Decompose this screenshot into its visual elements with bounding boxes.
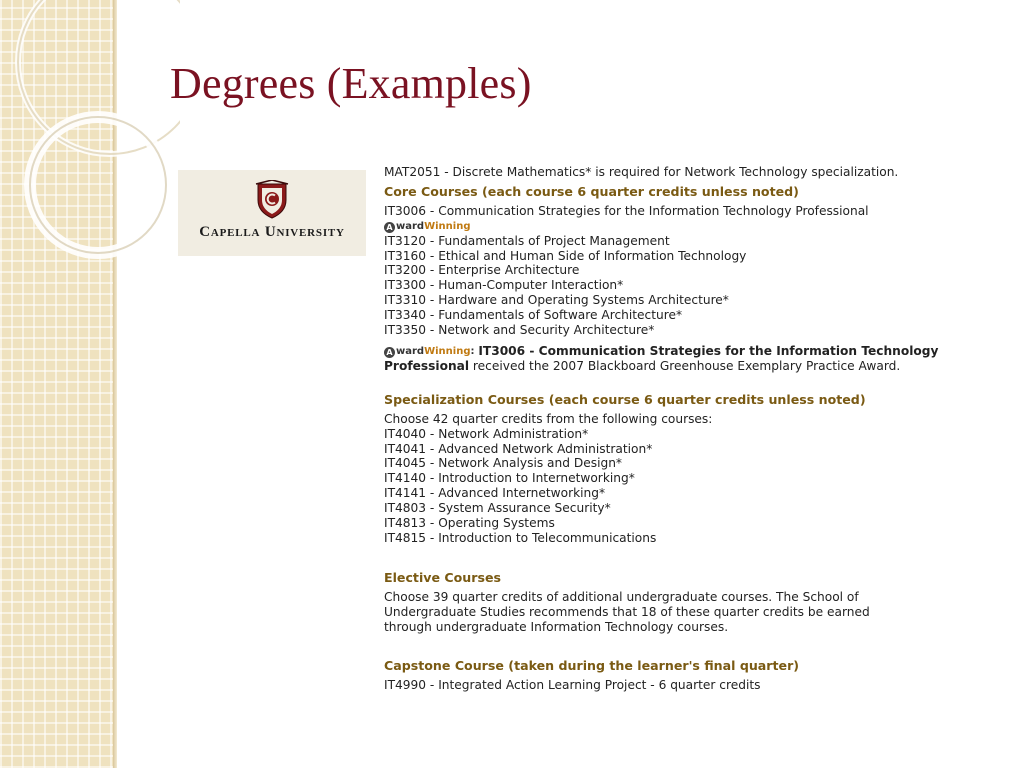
elective-text: Choose 39 quarter credits of additional undergraduate courses. The School of Undergraduate Studies recommends that 18 of these quarter credits be earned through undergraduate Information Technology courses. bbox=[384, 589, 870, 634]
list-item: IT3340 - Fundamentals of Software Architecture* bbox=[384, 308, 683, 323]
list-item: IT3310 - Hardware and Operating Systems Architecture* bbox=[384, 293, 729, 308]
specialization-intro: Choose 42 quarter credits from the following courses: bbox=[384, 411, 713, 426]
list-item: IT4041 - Advanced Network Administration* bbox=[384, 441, 653, 456]
list-item: IT3120 - Fundamentals of Project Management bbox=[384, 233, 670, 248]
list-item: IT3300 - Human-Computer Interaction* bbox=[384, 278, 624, 293]
list-item: IT4045 - Network Analysis and Design* bbox=[384, 456, 623, 471]
award-note-text: received the 2007 Blackboard Greenhouse Exemplary Practice Award. bbox=[472, 358, 901, 373]
core-course-list bbox=[384, 234, 964, 338]
core-courses-header: Core Courses (each course 6 quarter credits unless noted) bbox=[384, 183, 799, 199]
list-item: IT4040 - Network Administration* bbox=[384, 426, 589, 441]
specialization-course-list bbox=[384, 427, 964, 546]
page-title: Degrees (Examples) bbox=[170, 59, 532, 108]
list-item: IT4815 - Introduction to Telecommunications bbox=[384, 530, 657, 545]
elective-courses-header: Elective Courses bbox=[384, 569, 502, 585]
award-icon: A bbox=[384, 222, 395, 233]
list-item: IT4140 - Introduction to Internetworking* bbox=[384, 471, 635, 486]
list-item: IT3160 - Ethical and Human Side of Information Technology bbox=[384, 248, 747, 263]
intro-text: MAT2051 - Discrete Mathematics* is required for Network Technology specialization. bbox=[384, 165, 899, 179]
award-badge: A ward Winning bbox=[384, 219, 964, 234]
capella-logo bbox=[178, 170, 366, 256]
capstone-text: IT4990 - Integrated Action Learning Project - 6 quarter credits bbox=[384, 678, 761, 693]
list-item: IT3350 - Network and Security Architecture* bbox=[384, 323, 655, 338]
award-note: A ward Winning : IT3006 - Communication Strategies for the Information Technology Professional received the 2007 Blackboard Greenhouse Exemplary Practice Award. bbox=[384, 343, 939, 373]
specialization-courses-header: Specialization Courses (each course 6 quarter credits unless noted) bbox=[384, 391, 866, 407]
list-item: IT4803 - System Assurance Security* bbox=[384, 501, 611, 516]
decorative-circles bbox=[0, 0, 180, 320]
list-item: IT4813 - Operating Systems bbox=[384, 516, 555, 531]
capstone-course-header: Capstone Course (taken during the learner's final quarter) bbox=[384, 658, 800, 674]
award-note-course: IT3006 - Communication Strategies for the Information Technology Professional bbox=[384, 343, 939, 373]
crest-icon bbox=[254, 180, 290, 220]
degree-content bbox=[384, 165, 964, 693]
logo-text: Capella University bbox=[199, 224, 345, 240]
list-item: IT4141 - Advanced Internetworking* bbox=[384, 486, 606, 501]
award-icon: A bbox=[384, 347, 395, 358]
core-course-it3006: IT3006 - Communication Strategies for the Information Technology Professional bbox=[384, 203, 869, 218]
list-item: IT3200 - Enterprise Architecture bbox=[384, 263, 580, 278]
